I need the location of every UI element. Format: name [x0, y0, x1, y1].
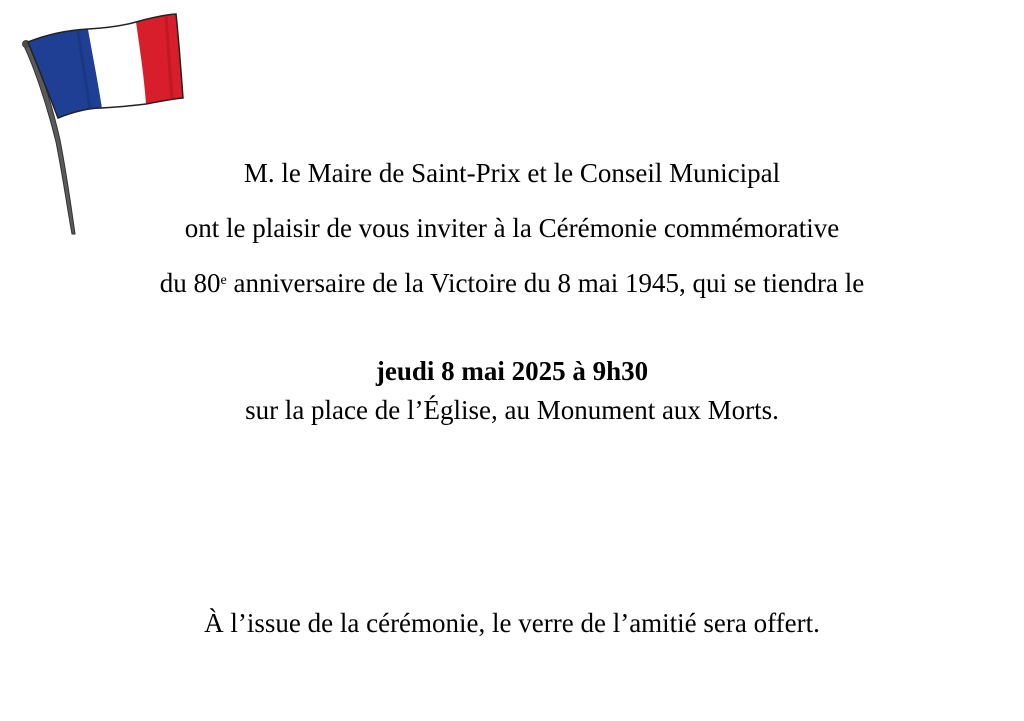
closing-note: À l’issue de la cérémonie, le verre de l’amitié sera offert. — [204, 608, 820, 638]
invitation-line-invite: ont le plaisir de vous inviter à la Cérémonie commémorative — [184, 213, 840, 243]
ordinal-superscript: e — [220, 273, 227, 288]
anniversary-text-end: anniversaire de la Victoire du 8 mai 1945, qui se tiendra le — [226, 268, 865, 298]
invitation-line-anniversary — [0, 267, 1024, 299]
anniversary-text-start: du 80 — [159, 268, 221, 298]
invitation-line-host: M. le Maire de Saint-Prix et le Conseil Municipal — [243, 158, 781, 188]
french-flag-icon — [18, 12, 188, 237]
event-location: sur la place de l’Église, au Monument aux Morts. — [245, 395, 779, 425]
event-date-time: jeudi 8 mai 2025 à 9h30 — [375, 356, 649, 386]
